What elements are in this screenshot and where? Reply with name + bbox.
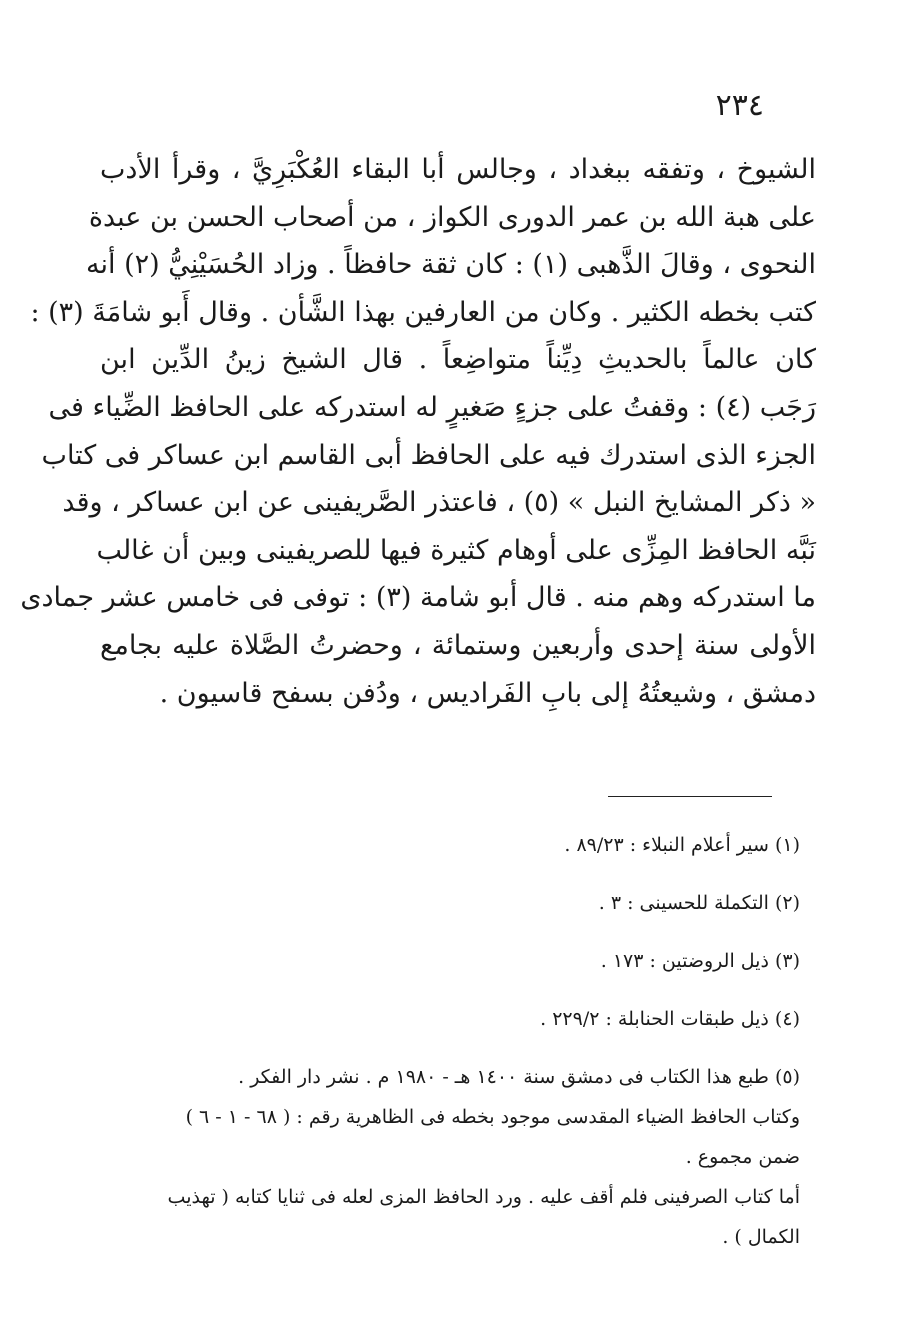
main-body-text (20, 146, 816, 717)
body-line: النحوى ، وقالَ الذَّهبى (١) : كان ثقة حافظاً . وزاد الحُسَيْنِيُّ (٢) أنه (86, 249, 816, 281)
footnote-4: (٤) ذيل طبقات الحنابلة : ٢٢٩/٢ . (540, 1008, 800, 1030)
body-line: الأولى سنة إحدى وأربعين وستمائة ، وحضرتُ الصَّلاة عليه بجامع (100, 629, 816, 661)
body-line: الجزء الذى استدرك فيه على الحافظ أبى القاسم ابن عساكر فى كتاب (41, 439, 816, 471)
body-line: « ذكر المشايخ النبل » (٥) ، فاعتذر الصَّريفينى عن ابن عساكر ، وقد (62, 487, 816, 519)
body-line: الشيوخ ، وتفقه ببغداد ، وجالس أبا البقاء العُكْبَرِيَّ ، وقرأ الأدب (100, 154, 816, 185)
footnote-5-continuation: الكمال ) . (722, 1226, 800, 1248)
body-line: كتب بخطه الكثير . وكان من العارفين بهذا الشَّأن . وقال أَبو شامَةَ (٣) : (30, 296, 816, 328)
footnotes (100, 830, 800, 1252)
footnote-separator (608, 796, 772, 797)
body-line: دمشق ، وشيعتُهُ إلى بابِ الفَراديس ، ودُفن بسفح قاسيون . (159, 677, 816, 709)
body-line: كان عالماً بالحديثِ دِيِّناً متواضِعاً . قال الشيخ زينُ الدِّين ابن (100, 344, 816, 376)
footnote-5: (٥) طبع هذا الكتاب فى دمشق سنة ١٤٠٠ هـ - ١٩٨٠ م . نشر دار الفكر . (238, 1066, 800, 1088)
footnote-5-continuation: وكتاب الحافظ الضياء المقدسى موجود بخطه فى الظاهرية رقم : ( ٦٨ - ١ - ٦ ) (185, 1106, 800, 1128)
body-line: رَجَب (٤) : وقفتُ على جزءٍ صَغيرٍ له استدركه على الحافظ الضِّياء فى (48, 391, 816, 423)
page-number: ٢٣٤ (715, 88, 764, 123)
footnote-5-continuation: أما كتاب الصرفينى فلم أقف عليه . ورد الحافظ المزى لعله فى ثنايا كتابه ( تهذيب (167, 1186, 800, 1208)
body-line: ما استدركه وهم منه . قال أبو شامة (٣) : توفى فى خامس عشر جمادى (20, 582, 816, 614)
footnote-2: (٢) التكملة للحسينى : ٣ . (598, 892, 800, 914)
body-line: على هبة الله بن عمر الدورى الكواز ، من أصحاب الحسن بن عبدة (88, 201, 816, 233)
footnote-5-continuation: ضمن مجموع . (685, 1146, 800, 1168)
body-line: نَبَّه الحافظ المِزِّى على أوهام كثيرة فيها للصريفينى وبين أن غالب (96, 534, 816, 566)
footnote-3: (٣) ذيل الروضتين : ١٧٣ . (600, 950, 800, 972)
footnote-1: (١) سير أعلام النبلاء : ٨٩/٢٣ . (564, 834, 800, 856)
